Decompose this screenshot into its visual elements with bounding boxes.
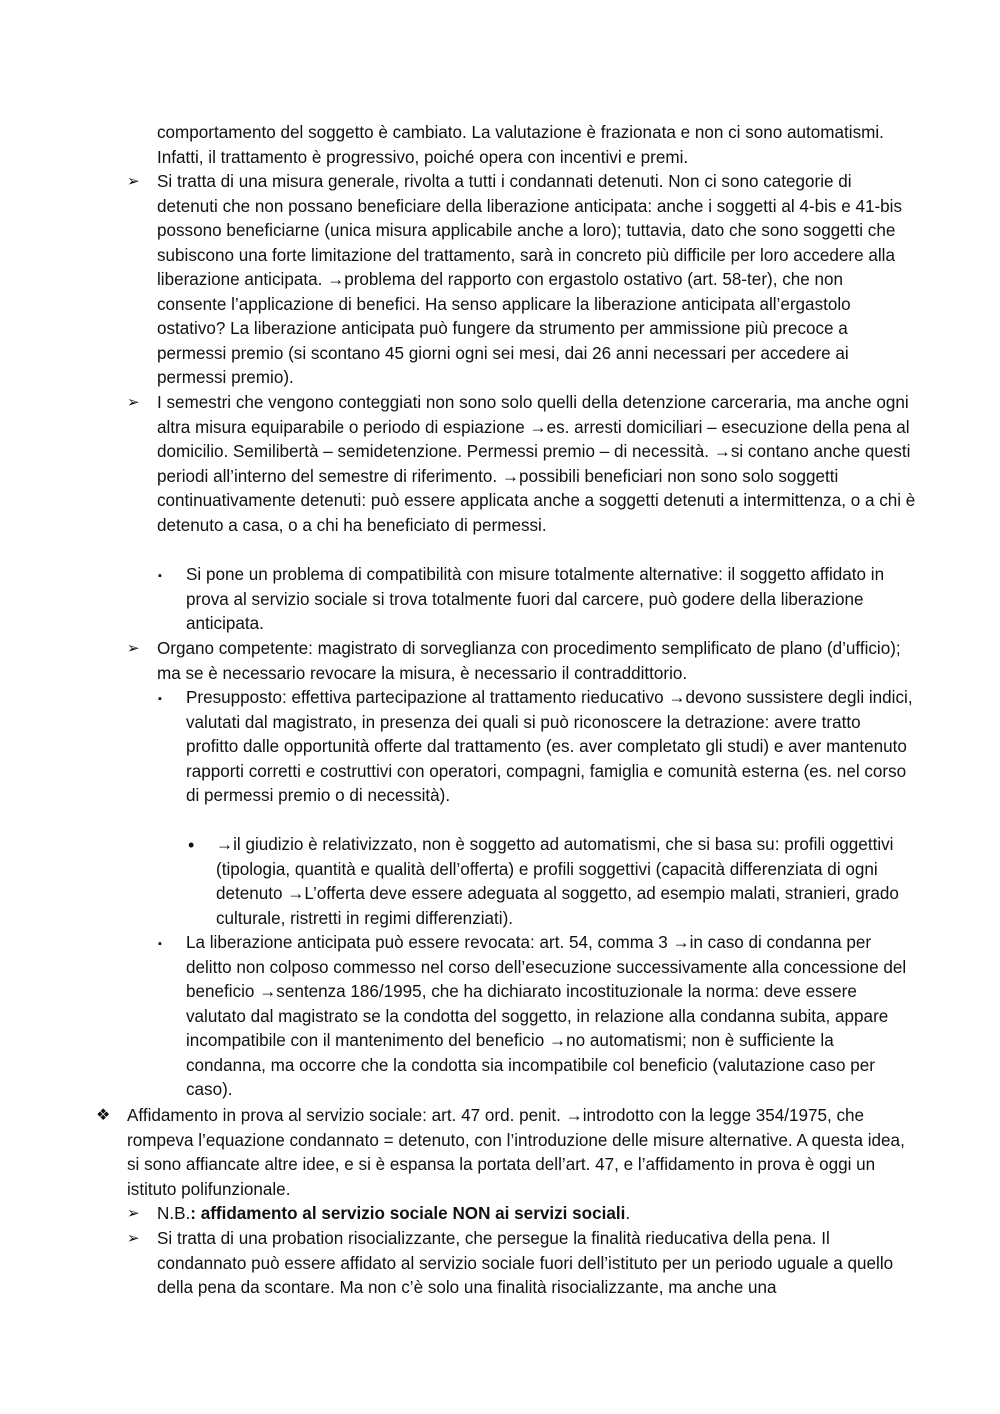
arrow-bullet-icon: ➢ [127,1205,140,1222]
paragraph-text: comportamento del soggetto è cambiato. La valutazione è frazionata e non ci sono automatismi. Infatti, il trattamento è progressivo, poiché opera con incentivi e premi. [157,123,884,167]
sub-list-item-text: La liberazione anticipata può essere revocata: art. 54, comma 3 →in caso di condanna per delitto non colposo commesso nel corso dell’esecuzione successivamente alla concessione del beneficio →sentenza 186/1995, che ha dichiarato incostituzionale la norma: deve essere valutato dal magistrato se la condotta del soggetto, in relazione alla condanna subita, appare incompatibile con il mantenimento del beneficio →no automatismi; non è sufficiente la condanna, ma occorre che la condotta sia incompatibile col beneficio (valutazione caso per caso). [186,933,907,1099]
sub-list-item-text: Si pone un problema di compatibilità con misure totalmente alternative: il soggetto affidato in prova al servizio sociale si trova totalmente fuori dal carcere, può godere della liberazione anticipata. [186,565,885,633]
sub-sub-list-item-text: →il giudizio è relativizzato, non è soggetto ad automatismi, che si basa su: profili oggettivi (tipologia, quantità e qualità dell’offerta) e profili soggettivi (capacità differenziata di ogni detenuto →L’offerta deve essere adeguata al soggetto, ad esempio malati, stranieri, grado culturale, ristretti in regimi differenziati). [216,835,899,928]
list-item-text: Si tratta di una probation risocializzante, che persegue la finalità rieducativa della pena. Il condannato può essere affidato al servizio sociale fuori dell’istituto per un periodo uguale a quello della pena da scontare. Ma non c’è solo una finalità risocializzante, ma anche una [157,1229,894,1297]
list-item [127,637,917,686]
sub-sub-list-item [188,833,917,931]
list-item [127,391,917,538]
nb-label: N.B. [157,1204,191,1223]
sub-list-item [158,931,917,1103]
square-bullet-icon: ▪ [158,570,162,582]
sub-list-item-text: Presupposto: effettiva partecipazione al trattamento rieducativo →devono sussistere degli indici, valutati dal magistrato, in presenza dei quali si può riconoscere la detrazione: avere tratto profitto dalle opportunità offerte dal trattamento (es. aver completato gli studi) e aver mantenuto rapporti corretti e costruttivi con operatori, compagni, famiglia e comunità esterna (es. nel corso di permessi premio o di necessità). [186,688,913,805]
list-item [127,170,917,391]
arrow-bullet-icon: ➢ [127,1230,140,1247]
list-item-text: Si tratta di una misura generale, rivolta a tutti i condannati detenuti. Non ci sono categorie di detenuti che non possano beneficiare della liberazione anticipata: anche i soggetti al 4-bis e 41-bis possono beneficiarne (unica misura applicabile anche a loro); tuttavia, dato che sono soggetti che subiscono una forte limitazione del trattamento, sarà in concreto più difficile per loro accedere alla liberazione anticipata. →problema del rapporto con ergastolo ostativo (art. 58-ter), che non consente l’applicazione di benefici. Ha senso applicare la liberazione anticipata all’ergastolo ostativo? La liberazione anticipata può fungere da strumento per ammissione più precoce a permessi premio (si scontano 45 giorni ogni sei mesi, dai 26 anni necessari per accedere ai permessi premio). [157,172,903,387]
arrow-bullet-icon: ➢ [127,173,140,190]
square-bullet-icon: ▪ [158,693,162,705]
diamond-bullet-icon: ❖ [96,1107,111,1124]
paragraph-continuation [157,121,917,170]
sub-list-item [158,563,917,637]
list-item-text [157,1202,917,1227]
arrow-bullet-icon: ➢ [127,640,140,657]
nb-end: . [625,1204,631,1223]
list-item [127,1227,917,1301]
list-item-text: Organo competente: magistrato di sorveglianza con procedimento semplificato de plano (d’ufficio); ma se è necessario revocare la misura, è necessario il contraddittorio. [157,639,901,683]
sub-list-item [158,686,917,809]
main-list-item-text: Affidamento in prova al servizio sociale: art. 47 ord. penit. →introdotto con la legge 354/1975, che rompeva l’equazione condannato = detenuto, con l’introduzione delle misure alternative. A questa idea, si sono affiancate altre idee, e si è espansa la portata dell’art. 47, e l’affidamento in prova è oggi un istituto polifunzionale. [127,1106,905,1199]
nb-bold-text: : affidamento al servizio sociale NON ai servizi sociali [190,1204,626,1223]
main-list-item [96,1104,917,1202]
square-bullet-icon: ▪ [158,938,162,950]
list-item-text: I semestri che vengono conteggiati non sono solo quelli della detenzione carceraria, ma anche ogni altra misura equiparabile o periodo di espiazione →es. arresti domiciliari – esecuzione della pena al domicilio. Semilibertà – semidetenzione. Permessi premio – di necessità. →si contano anche questi periodi all’interno del semestre di riferimento. →possibili beneficiari non sono solo soggetti continuativamente detenuti: può essere applicata anche a soggetti detenuti a intermittenza, o a chi è detenuto a casa, o a chi ha beneficiato di permessi. [157,393,916,535]
arrow-bullet-icon: ➢ [127,394,140,411]
dot-bullet-icon: • [188,835,195,855]
list-item [127,1202,917,1227]
